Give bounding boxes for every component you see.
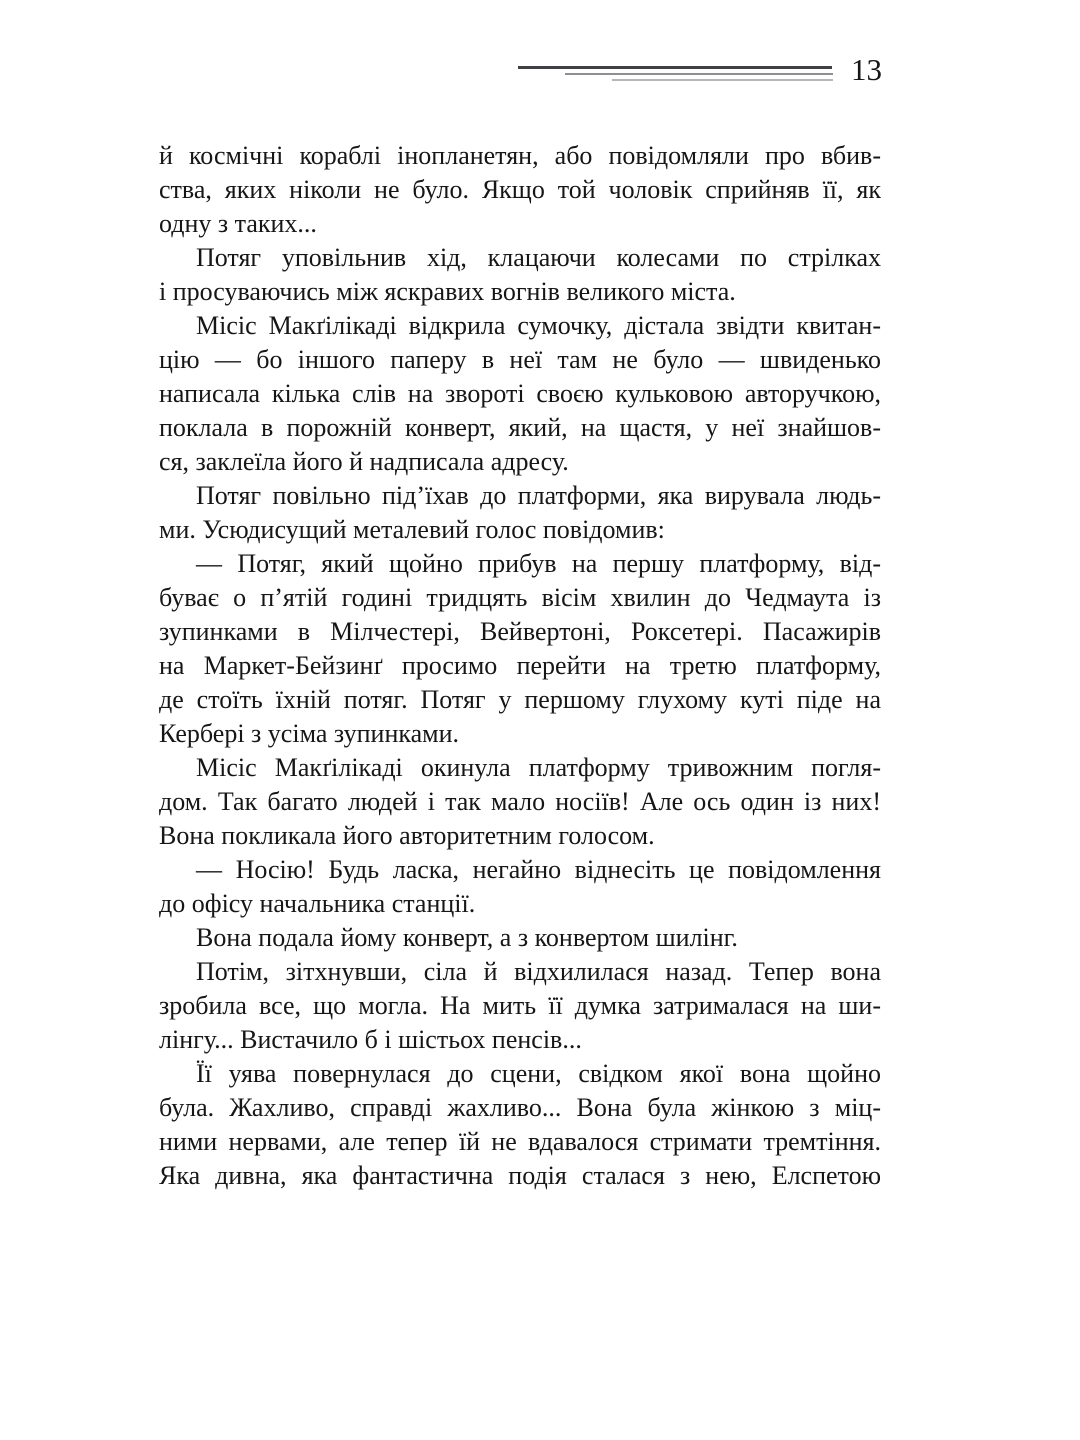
text-line: дом. Так багато людей і так мало носіїв! Але ось один із них!	[159, 787, 881, 816]
text-line: лінгу... Вистачило б і шістьох пенсів...	[159, 1025, 582, 1054]
text-line: — Носію! Будь ласка, негайно віднесіть це повідомлення	[196, 855, 881, 884]
page-body	[159, 139, 881, 1193]
text-line: зупинками в Мілчестері, Вейвертоні, Роксетері. Пасажирів	[159, 617, 881, 646]
text-line: ся, заклеїла його й надписала адресу.	[159, 447, 569, 476]
text-line: зробила все, що могла. На мить її думка затрималася на ши-	[159, 991, 881, 1020]
text-line: Її уява повернулася до сцени, свідком якої вона щойно	[196, 1059, 881, 1088]
header-rule-mid	[565, 73, 833, 75]
text-line: Яка дивна, яка фантастична подія сталася з нею, Елспетою	[159, 1161, 881, 1190]
text-line: написала кілька слів на звороті своєю кульковою авторучкою,	[159, 379, 881, 408]
text-line: поклала в порожній конверт, який, на щастя, у неї знайшов-	[159, 413, 881, 442]
text-line: до офісу начальника станції.	[159, 889, 476, 918]
text-line: де стоїть їхній потяг. Потяг у першому глухому куті піде на	[159, 685, 881, 714]
text-line: Потяг повільно під’їхав до платформи, яка вирувала людь-	[196, 481, 881, 510]
text-line: Потяг уповільнив хід, клацаючи колесами по стрілках	[196, 243, 881, 272]
text-line: одну з таких...	[159, 209, 317, 238]
text-line: Місіс Макґілікаді окинула платформу тривожним погля-	[196, 753, 881, 782]
text-line: Кербері з усіма зупинками.	[159, 719, 460, 748]
text-line: Вона покликала його авторитетним голосом.	[159, 821, 655, 850]
page-number: 13	[851, 52, 882, 87]
header-rule-light	[612, 79, 833, 81]
header-rule-dark	[518, 66, 832, 69]
text-line: на Маркет-Бейзинґ просимо перейти на третю платформу,	[159, 651, 881, 680]
text-line: ства, яких ніколи не було. Якщо той чоловік сприйняв її, як	[159, 175, 881, 204]
text-line: цію — бо іншого паперу в неї там не було — швиденько	[159, 345, 881, 374]
text-line: Вона подала йому конверт, а з конвертом шилінг.	[196, 923, 738, 952]
text-line: ми. Усюдисущий металевий голос повідомив:	[159, 515, 665, 544]
text-line: Потім, зітхнувши, сіла й відхилилася назад. Тепер вона	[196, 957, 881, 986]
text-line: ними нервами, але тепер їй не вдавалося стримати тремтіння.	[159, 1127, 881, 1156]
text-line: була. Жахливо, справді жахливо... Вона була жінкою з міц-	[159, 1093, 881, 1122]
text-line: буває о п’ятій годині тридцять вісім хвилин до Чедмаута із	[159, 583, 881, 612]
text-line: — Потяг, який щойно прибув на першу платформу, від-	[196, 549, 881, 578]
text-line: Місіс Макґілікаді відкрила сумочку, дістала звідти квитан-	[196, 311, 881, 340]
text-line: й космічні кораблі інопланетян, або повідомляли про вбив-	[159, 141, 881, 170]
text-line: і просуваючись між яскравих вогнів великого міста.	[159, 277, 736, 306]
